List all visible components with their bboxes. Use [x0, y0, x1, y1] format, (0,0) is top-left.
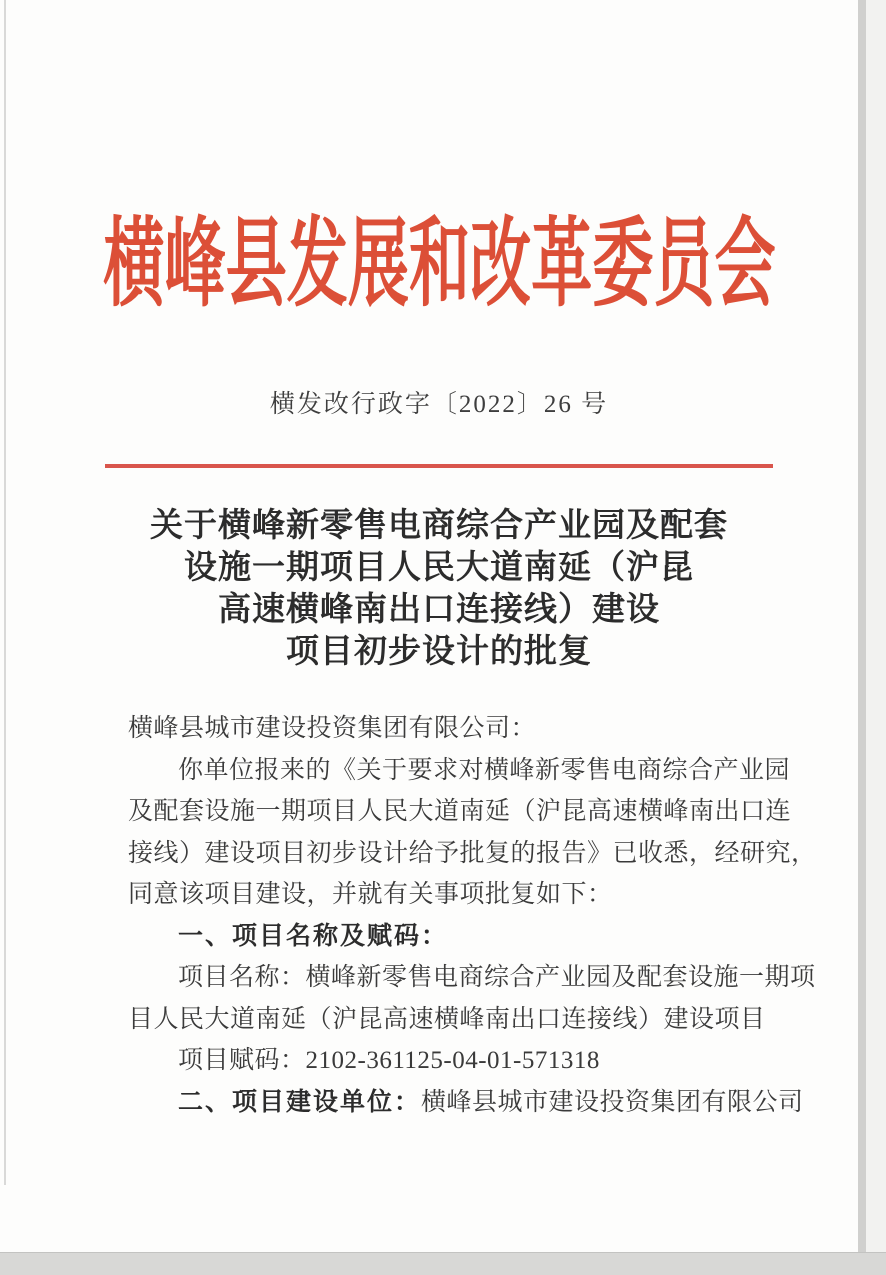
project-code-line: 项目赋码：2102-361125-04-01-571318: [178, 1047, 600, 1074]
section-heading-1: 一、项目名称及赋码：: [178, 921, 449, 950]
doc-title-line-2: 设施一期项目人民大道南延（沪昆: [184, 548, 694, 585]
body-line: 项目名称：横峰新零售电商综合产业园及配套设施一期项: [178, 964, 816, 991]
body-line: 你单位报来的《关于要求对横峰新零售电商综合产业园: [178, 756, 791, 784]
doc-body: [128, 708, 854, 1123]
section-heading-2-value: 横峰县城市建设投资集团有限公司: [421, 1088, 804, 1116]
doc-title-line-3: 高速横峰南出口连接线）建设: [218, 590, 660, 627]
issuing-org-text: 横峰县发展和改革委员会: [102, 211, 776, 319]
issuing-org-letterhead: [24, 204, 854, 326]
section-heading-2: [128, 1082, 854, 1124]
body-line: 同意该项目建设，并就有关事项批复如下：: [128, 881, 613, 908]
doc-title-line-4: 项目初步设计的批复: [286, 632, 592, 669]
body-line: 及配套设施一期项目人民大道南延（沪昆高速横峰南出口连: [128, 798, 792, 825]
doc-title: [24, 504, 854, 672]
scan-edge-bottom: [0, 1252, 886, 1275]
scan-edge-left: [4, 0, 6, 1185]
scan-edge-right: [858, 0, 866, 1252]
doc-number: 横发改行政字〔2022〕26 号: [269, 391, 609, 418]
doc-title-line-1: 关于横峰新零售电商综合产业园及配套: [150, 506, 728, 543]
page-content: [24, 0, 854, 1123]
section-heading-2-label: 二、项目建设单位：: [178, 1087, 422, 1116]
body-line: 目人民大道南延（沪昆高速横峰南出口连接线）建设项目: [128, 1005, 766, 1033]
body-line: 接线）建设项目初步设计给予批复的报告》已收悉，经研究，: [128, 839, 817, 867]
body-salutation: 横峰县城市建设投资集团有限公司：: [128, 715, 537, 742]
red-divider-line: [105, 464, 773, 468]
